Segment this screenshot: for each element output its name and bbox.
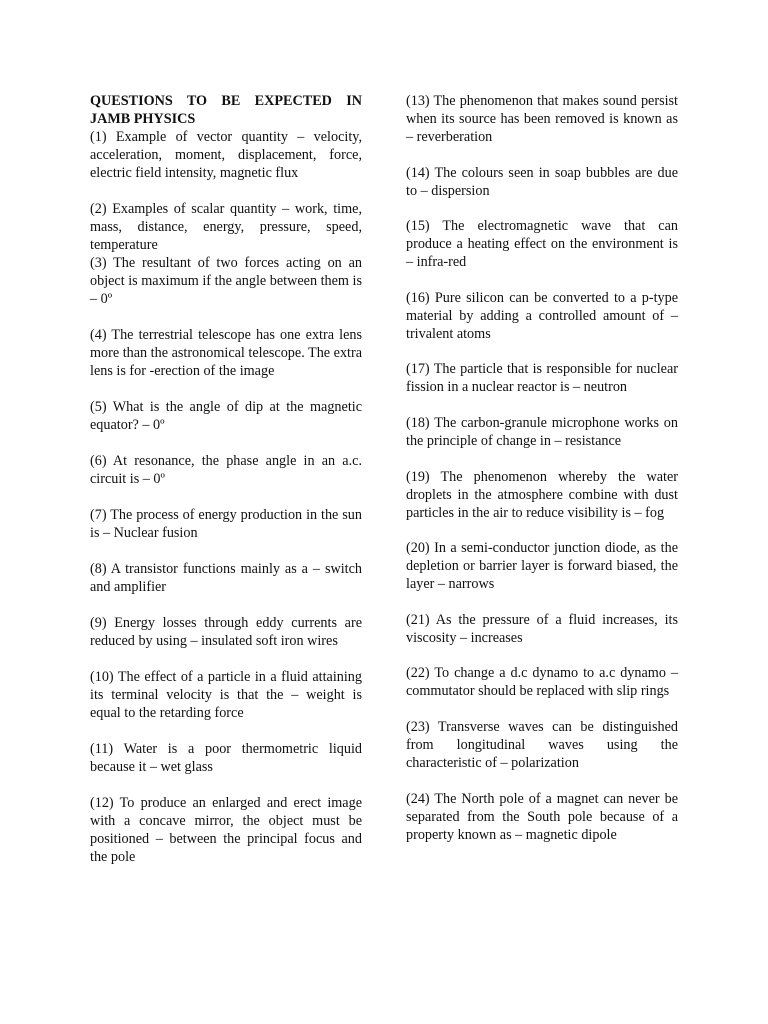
question-21: (21) As the pressure of a fluid increases, its viscosity – increases <box>406 611 678 646</box>
question-5: (5) What is the angle of dip at the magnetic equator? – 0º <box>90 399 362 433</box>
question-12: (12) To produce an enlarged and erect image with a concave mirror, the object must be positioned – between the principal focus and the pole <box>90 795 362 865</box>
question-19: (19) The phenomenon whereby the water droplets in the atmosphere combine with dust particles in the air to reduce visibility is – fog <box>406 468 678 521</box>
question-4: (4) The terrestrial telescope has one extra lens more than the astronomical telescope. The extra lens is for -erection of the image <box>90 327 362 379</box>
question-11: (11) Water is a poor thermometric liquid because it – wet glass <box>90 741 362 775</box>
question-2: (2) Examples of scalar quantity – work, time, mass, distance, energy, pressure, speed, temperature <box>90 201 362 253</box>
question-10: (10) The effect of a particle in a fluid attaining its terminal velocity is that the – weight is equal to the retarding force <box>90 669 362 721</box>
question-23: (23) Transverse waves can be distinguished from longitudinal waves using the characteristic of – polarization <box>406 718 678 771</box>
question-18: (18) The carbon-granule microphone works on the principle of change in – resistance <box>406 414 678 449</box>
question-16: (16) Pure silicon can be converted to a p-type material by adding a controlled amount of – trivalent atoms <box>406 289 678 342</box>
question-15: (15) The electromagnetic wave that can produce a heating effect on the environment is – infra-red <box>406 218 678 271</box>
question-17: (17) The particle that is responsible for nuclear fission in a nuclear reactor is – neutron <box>406 361 678 396</box>
question-3: (3) The resultant of two forces acting on an object is maximum if the angle between them is – 0º <box>90 255 362 307</box>
left-column <box>90 92 362 866</box>
question-9: (9) Energy losses through eddy currents are reduced by using – insulated soft iron wires <box>90 615 362 649</box>
right-column <box>406 92 678 844</box>
question-20: (20) In a semi-conductor junction diode, as the depletion or barrier layer is forward biased, the layer – narrows <box>406 540 678 593</box>
question-7: (7) The process of energy production in the sun is – Nuclear fusion <box>90 507 362 541</box>
question-24: (24) The North pole of a magnet can never be separated from the South pole because of a property known as – magnetic dipole <box>406 790 678 843</box>
question-1: (1) Example of vector quantity – velocity, acceleration, moment, displacement, force, electric field intensity, magnetic flux <box>90 129 362 181</box>
question-22: (22) To change a d.c dynamo to a.c dynamo – commutator should be replaced with slip rings <box>406 665 678 700</box>
question-14: (14) The colours seen in soap bubbles are due to – dispersion <box>406 164 678 199</box>
question-13: (13) The phenomenon that makes sound persist when its source has been removed is known as – reverberation <box>406 93 678 145</box>
question-8: (8) A transistor functions mainly as a – switch and amplifier <box>90 561 362 595</box>
document-title: QUESTIONS TO BE EXPECTED IN JAMB PHYSICS <box>90 93 362 127</box>
question-6: (6) At resonance, the phase angle in an a.c. circuit is – 0º <box>90 453 362 487</box>
